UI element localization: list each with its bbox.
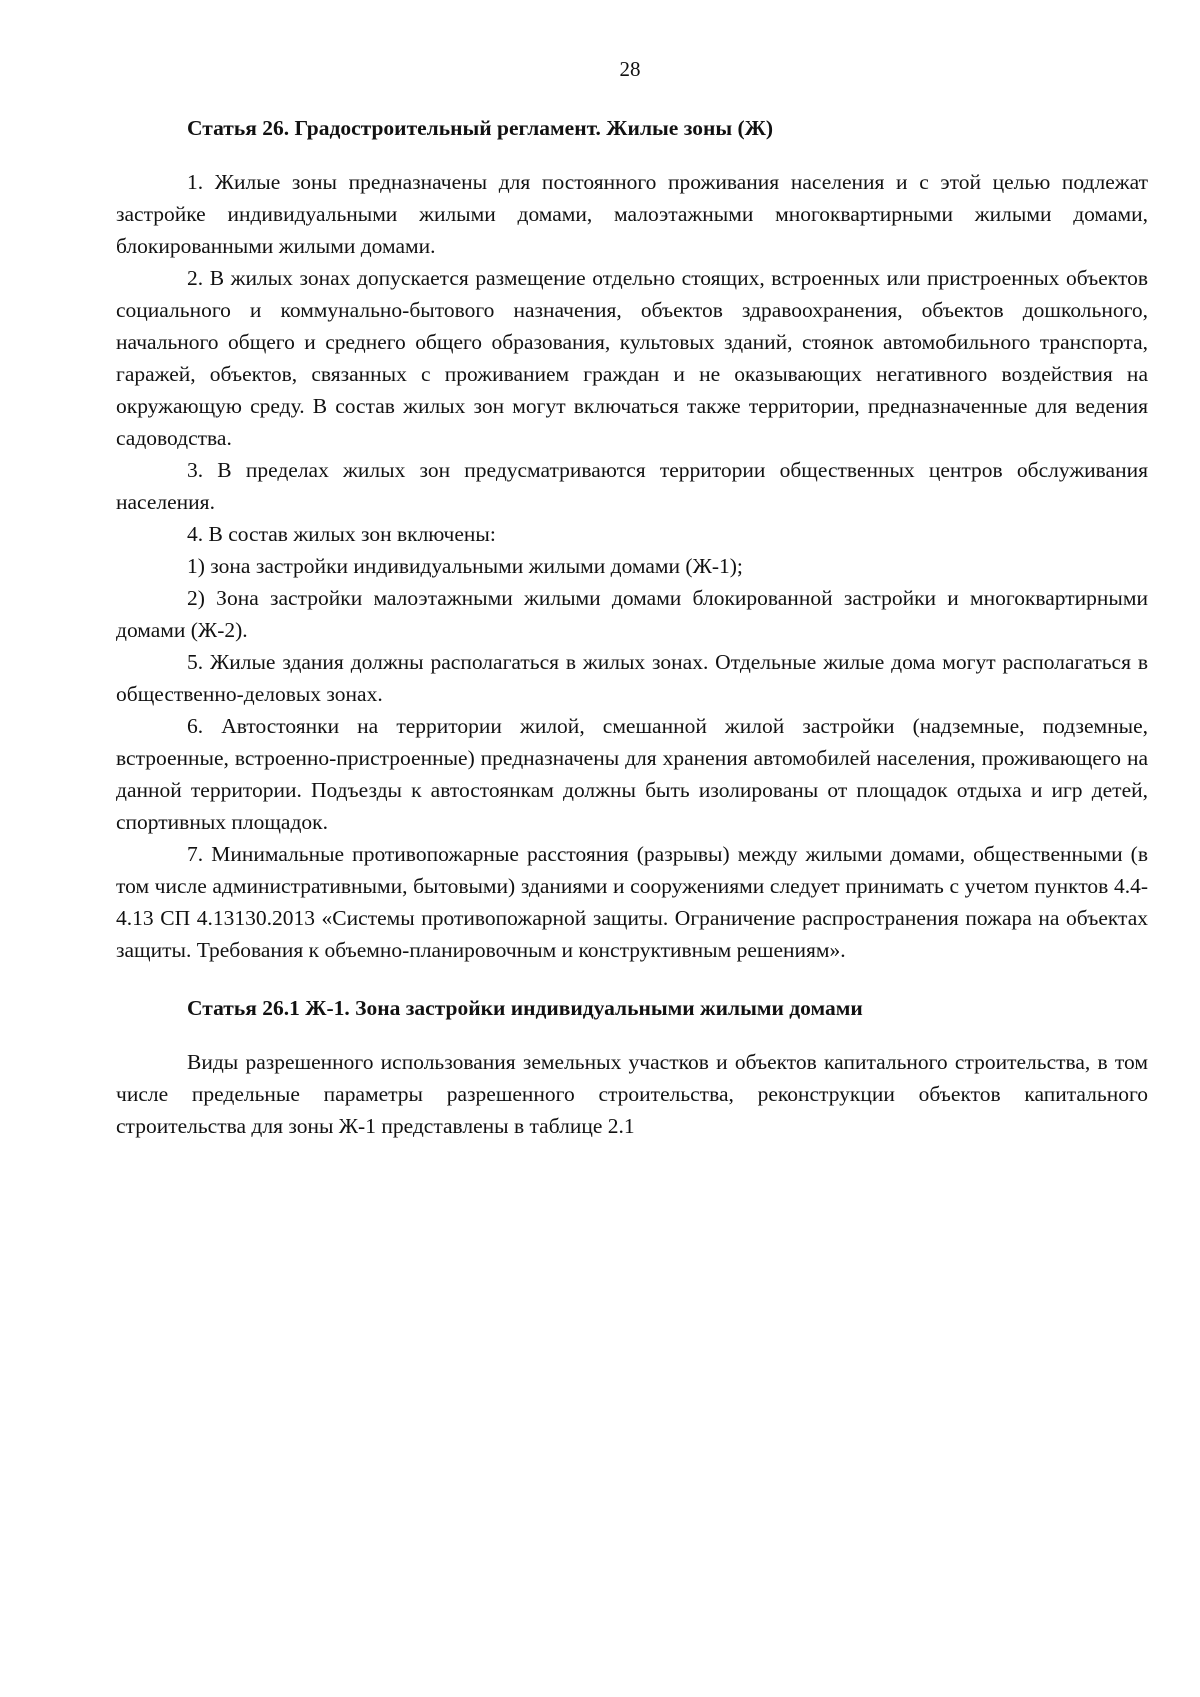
- document-content: [116, 112, 1148, 1142]
- article-26-paragraph-3: 3. В пределах жилых зон предусматриваются территории общественных центров обслуживания населения.: [116, 458, 1148, 514]
- article-26-list-item-1: 1) зона застройки индивидуальными жилыми домами (Ж-1);: [187, 554, 743, 578]
- article-26-list-item-2: 2) Зона застройки малоэтажными жилыми домами блокированной застройки и многоквартирными домами (Ж-2).: [116, 586, 1148, 642]
- article-26-paragraph-4: 4. В состав жилых зон включены:: [187, 522, 496, 546]
- article-26-paragraph-1: 1. Жилые зоны предназначены для постоянного проживания населения и с этой целью подлежат застройке индивидуальными жилыми домами, малоэтажными многоквартирными жилыми домами, блокированными жилыми домами.: [116, 170, 1148, 258]
- article-26-1-heading: Статья 26.1 Ж-1. Зона застройки индивидуальными жилыми домами: [187, 996, 863, 1020]
- article-26-paragraph-2: 2. В жилых зонах допускается размещение отдельно стоящих, встроенных или пристроенных объектов социального и коммунально-бытового назначения, объектов здравоохранения, объектов дошкольного, начального общего и среднего общего образования, культовых зданий, стоянок автомобильного транспорта, гаражей, объектов, связанных с проживанием граждан и не оказывающих негативного воздействия на окружающую среду. В состав жилых зон могут включаться также территории, предназначенные для ведения садоводства.: [116, 266, 1148, 450]
- article-26-paragraph-7: 7. Минимальные противопожарные расстояния (разрывы) между жилыми домами, общественными (в том числе административными, бытовыми) зданиями и сооружениями следует принимать с учетом пунктов 4.4-4.13 СП 4.13130.2013 «Системы противопожарной защиты. Ограничение распространения пожара на объектах защиты. Требования к объемно-планировочным и конструктивным решениям».: [116, 842, 1148, 962]
- article-26-heading: Статья 26. Градостроительный регламент. Жилые зоны (Ж): [187, 116, 774, 140]
- article-26-paragraph-5: 5. Жилые здания должны располагаться в жилых зонах. Отдельные жилые дома могут располагаться в общественно-деловых зонах.: [116, 650, 1148, 706]
- article-26-paragraph-6: 6. Автостоянки на территории жилой, смешанной жилой застройки (надземные, подземные, встроенные, встроенно-пристроенные) предназначены для хранения автомобилей населения, проживающего на данной территории. Подъезды к автостоянкам должны быть изолированы от площадок отдыха и игр детей, спортивных площадок.: [116, 714, 1148, 834]
- article-26-1-paragraph-1: Виды разрешенного использования земельных участков и объектов капитального строительства, в том числе предельные параметры разрешенного строительства, реконструкции объектов капитального строительства для зоны Ж-1 представлены в таблице 2.1: [116, 1050, 1148, 1138]
- page-number: 28: [619, 57, 641, 81]
